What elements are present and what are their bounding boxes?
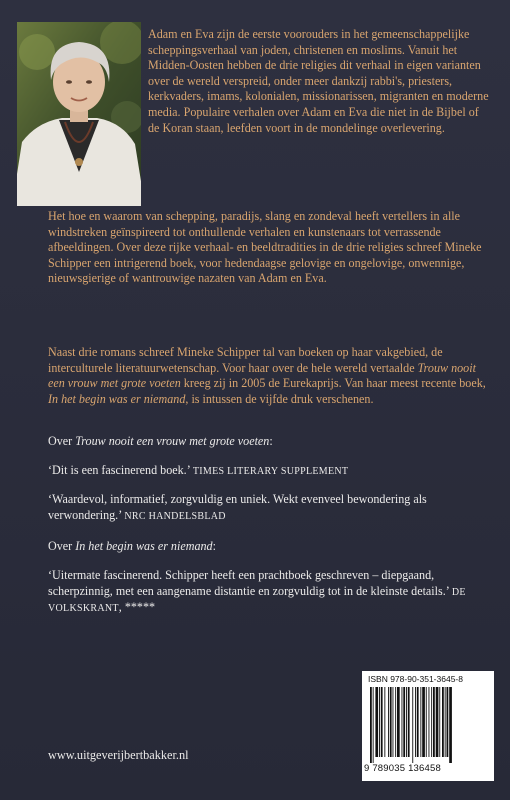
review-source: DE VOLKSKRANT <box>48 586 466 615</box>
barcode-bar <box>412 687 413 763</box>
barcode-bar <box>436 687 439 757</box>
description-text: Het hoe en waarom van schepping, paradijs, slang en zondeval heeft vertellers in alle windstreken geïnspireerd tot onthullende verhalen en kunstenaars tot verrassende afbeeldingen. Over deze rijke verhaal- en beeldtradities in de drie religies schreef Mineke Schipper een intrigerend boek, voor hedendaagse gelovige en ongelovige, onwennige, nieuwsgierige of wantrouwige nazaten van Adam en Eva. <box>48 209 482 286</box>
book-title: Trouw nooit een vrouw met grote voeten <box>75 434 270 448</box>
barcode-bar <box>408 687 410 757</box>
author-bio-text: Naast drie romans schreef Mineke Schipper tal van boeken op haar vakgebied, de interculturele literatuurwetenschap. Voor haar over de hele wereld vertaalde Trouw nooit een vrouw met grote voeten kreeg zij in 2005 de Eurekaprijs. Van haar meest recente boek, In het begin was er niemand, is intussen de vijfde druk verschenen. <box>48 345 486 406</box>
barcode-number: 9 789035 136458 <box>364 763 441 774</box>
barcode-bar <box>406 687 407 757</box>
intro-paragraph <box>148 27 493 136</box>
publisher-website: www.uitgeverijbertbakker.nl <box>48 748 189 762</box>
barcode-bar <box>373 687 374 763</box>
barcode-bar <box>439 687 440 757</box>
barcode-bar <box>375 687 378 757</box>
barcode-bar <box>422 687 425 757</box>
book-title: In het begin was er niemand <box>75 539 213 554</box>
barcode-bar <box>384 687 385 757</box>
barcode-bar <box>447 687 449 757</box>
barcode-bar <box>449 687 452 763</box>
barcode-bar <box>420 687 421 757</box>
barcode-bar <box>433 687 435 757</box>
author-photo <box>17 22 141 206</box>
barcode-bars <box>368 687 488 763</box>
review-source: NRC HANDELSBLAD <box>124 510 226 522</box>
barcode-bar <box>370 687 372 763</box>
barcode-bar <box>390 687 392 757</box>
barcode-bar <box>379 687 380 757</box>
review-rating: , ***** <box>118 600 156 615</box>
barcode-bar <box>403 687 405 757</box>
barcode-bar <box>431 687 432 757</box>
barcode-bar <box>395 687 396 757</box>
barcode-bar <box>445 687 446 757</box>
reviews-section <box>48 434 493 617</box>
barcode-bar <box>393 687 394 757</box>
book-title: Trouw nooit een vrouw met grote voeten <box>48 360 476 391</box>
review-quote: ‘Waardevol, informatief, zorgvuldig en uniek. Wekt evenveel bewondering als verwondering.’ NRC HANDELSBLAD <box>48 492 427 522</box>
book-title: In het begin was er niemand <box>48 391 186 406</box>
review-heading: Over In het begin was er niemand: <box>48 539 216 554</box>
barcode-bar <box>429 687 430 757</box>
barcode-bar <box>402 687 403 757</box>
barcode-bar <box>417 687 419 757</box>
review-quote: ‘Dit is een fascinerend boek.’ TIMES LITERARY SUPPLEMENT <box>48 462 349 477</box>
review-heading: Over Trouw nooit een vrouw met grote voeten: <box>48 434 273 448</box>
review-source: TIMES LITERARY SUPPLEMENT <box>192 465 349 477</box>
intro-text: Adam en Eva zijn de eerste voorouders in het gemeenschappelijke scheppingsverhaal van joden, christenen en moslims. Vanuit het Midden-Oosten hebben de drie religies dit verhaal in eigen varianten over de wereld verspreid, onder meer dankzij rabbi's, priesters, kerkvaders, imams, kolonialen, missionarissen, migranten en moderne media. Populaire verhalen over Adam en Eva die niet in de Bijbel of de Koran staan, leefden voort in de mondelinge overlevering. <box>148 27 489 135</box>
barcode-bar <box>442 687 444 757</box>
description-paragraph <box>48 209 493 287</box>
barcode-bar <box>381 687 383 757</box>
barcode-bar <box>397 687 400 757</box>
isbn-label: ISBN 978-90-351-3645-8 <box>368 674 463 684</box>
review-quote: ‘Uitermate fascinerend. Schipper heeft een prachtboek geschreven – diepgaand, scherpzinnig, met een aangename distantie en zorgvuldig tot in de kleinste details.’ DE VOLKSKRANT, ***** <box>48 567 466 615</box>
author-bio <box>48 345 493 407</box>
barcode-bar <box>388 687 389 757</box>
barcode-bar <box>426 687 427 757</box>
barcode-bar <box>415 687 416 757</box>
isbn-barcode <box>362 671 494 781</box>
author-portrait-image <box>17 22 141 206</box>
